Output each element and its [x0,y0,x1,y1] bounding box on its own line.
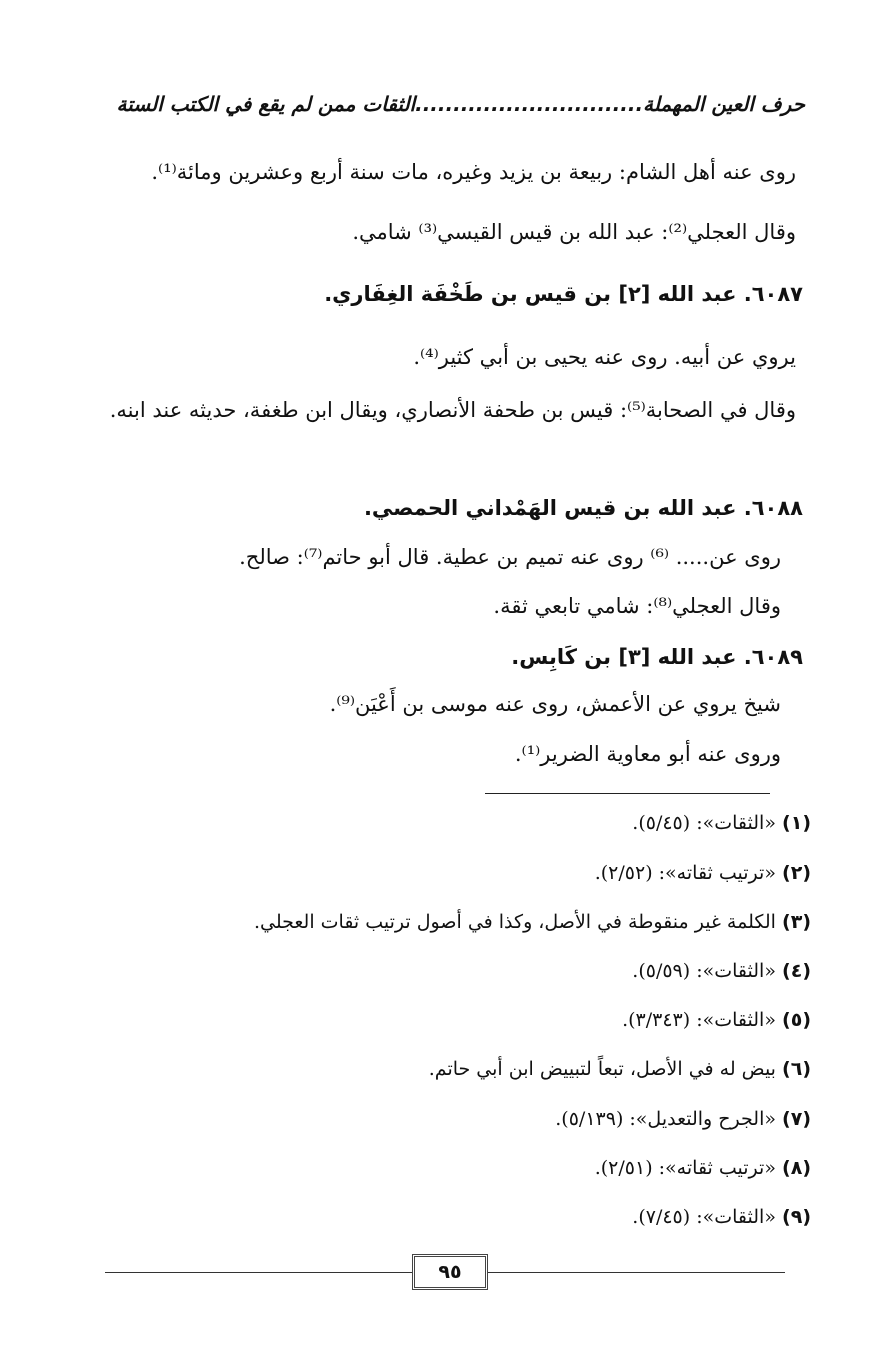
entry-heading-6087: ٦٠٨٧. عبد الله [٢] بن قيس بن طَخْفَة الغِفَاري. [324,282,803,306]
body-line: وقال العجلي⁽⁸⁾: شامي تابعي ثقة. [493,594,781,618]
footnote: (٩) «الثقات»: (٧/٤٥). [632,1206,811,1228]
body-line: وقال في الصحابة⁽⁵⁾: قيس بن طحفة الأنصاري، ويقال ابن طغفة، حديثه عند ابنه. [109,398,796,422]
entry-heading-6088: ٦٠٨٨. عبد الله بن قيس الهَمْداني الحمصي. [363,496,803,520]
footnote: (٧) «الجرح والتعديل»: (٥/١٣٩). [555,1108,811,1130]
footnote: (٦) بيض له في الأصل، تبعاً لتبييض ابن أبي حاتم. [428,1058,811,1080]
page-number: ٩٥ [412,1254,488,1290]
footnote: (٥) «الثقات»: (٣/٣٤٣). [622,1009,811,1031]
footnote: (٣) الكلمة غير منقوطة في الأصل، وكذا في أصول ترتيب ثقات العجلي. [253,911,811,933]
body-line: يروي عن أبيه. روى عنه يحيى بن أبي كثير⁽⁴⁾. [413,345,796,369]
body-line: وقال العجلي⁽²⁾: عبد الله بن قيس القيسي⁽³⁾ شامي. [352,220,796,244]
running-header: حرف العين المهملة..............................الثقات ممن لم يقع في الكتب الستة [116,92,805,116]
body-line: روى عنه أهل الشام: ربيعة بن يزيد وغيره، مات سنة أربع وعشرين ومائة⁽¹⁾. [151,160,796,184]
body-line: شيخ يروي عن الأعمش، روى عنه موسى بن أَعْيَن⁽⁹⁾. [329,692,781,716]
entry-heading-6089: ٦٠٨٩. عبد الله [٣] بن كَابِس. [511,645,803,669]
body-line: وروى عنه أبو معاوية الضرير⁽¹⁾. [514,742,781,766]
footnote: (١) «الثقات»: (٥/٤٥). [632,812,811,834]
footer-rule-left [105,1272,412,1273]
footnote: (٤) «الثقات»: (٥/٥٩). [632,960,811,982]
footnote: (٨) «ترتيب ثقاته»: (٢/٥١). [594,1157,811,1179]
footnote: (٢) «ترتيب ثقاته»: (٢/٥٢). [594,862,811,884]
footnote-separator [485,793,770,794]
body-line: روى عن..... ⁽⁶⁾ روى عنه تميم بن عطية. قال أبو حاتم⁽⁷⁾: صالح. [239,545,781,569]
footer-rule-right [488,1272,785,1273]
